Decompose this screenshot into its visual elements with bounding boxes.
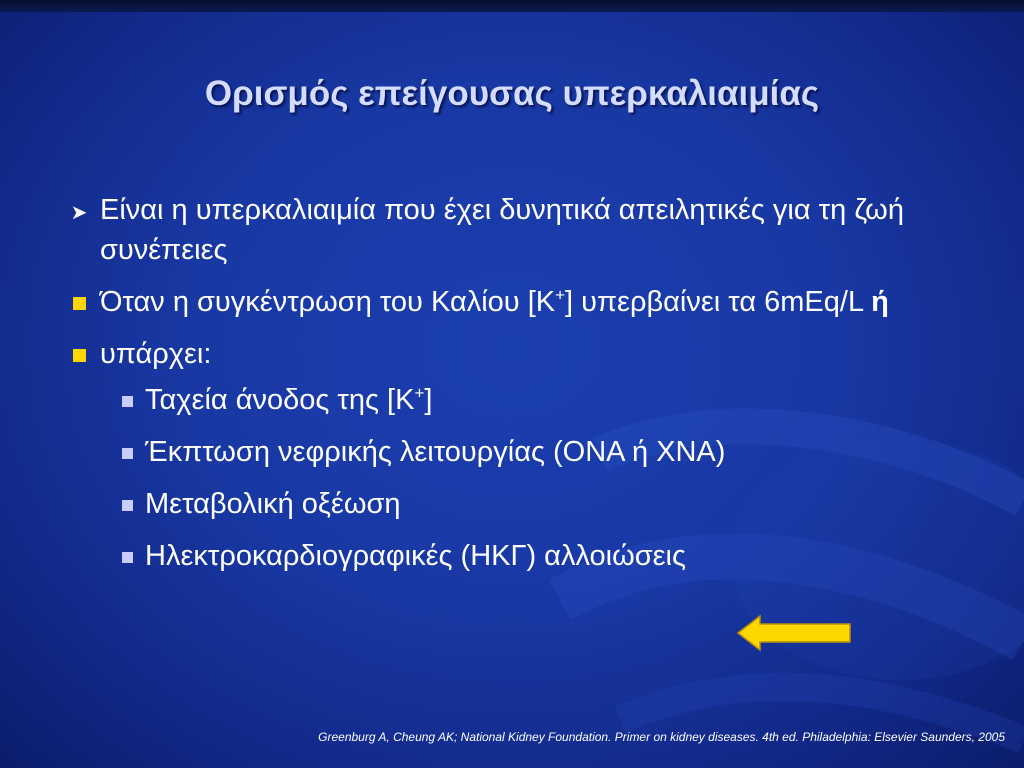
sub-bullet-item-ecg-changes [60,536,990,576]
bullet-text-part: Όταν η συγκέντρωση του Καλίου [K [100,286,556,318]
bullet-text: Είναι η υπερκαλιαιμία που έχει δυνητικά απειλητικές για τη ζωή συνέπειες [100,194,904,266]
superscript-plus: + [414,383,425,403]
bullet-text: Έκπτωση νεφρικής λειτουργίας (ΟΝΑ ή ΧΝΑ) [145,436,726,468]
superscript-plus: + [555,285,566,305]
bullet-text: Μεταβολική οξέωση [145,488,401,520]
sub-bullet-item-rapid-rise [60,380,990,420]
bullet-item-exists [60,334,990,374]
sub-bullet-item-metabolic-acidosis [60,484,990,524]
bullet-text-part: ] υπερβαίνει τα 6mEq/L [565,286,872,318]
citation-footer: Greenburg A, Cheung AK; National Kidney Foundation. Primer on kidney diseases. 4th ed. Philadelphia: Elsevier Saunders, 2005 [318,730,1005,744]
bullet-text-part: ] [424,384,433,416]
bullet-list [60,190,990,576]
square-bullet-icon [116,536,138,576]
square-bullet-icon [64,334,94,374]
arrowhead-bullet-icon: ➤ [70,202,88,224]
square-bullet-icon [116,484,138,524]
sub-bullet-item-renal-failure [60,432,990,472]
bullet-item-definition [60,190,990,270]
bold-or: ή [871,286,889,318]
bullet-text: υπάρχει: [100,338,212,370]
bullet-text: Ηλεκτροκαρδιογραφικές (ΗΚΓ) αλλοιώσεις [145,540,686,572]
slide-title: Ορισμός επείγουσας υπερκαλιαιμίας [204,74,820,113]
bullet-text-part: Ταχεία άνοδος της [K [145,384,415,416]
square-bullet-icon [116,432,138,472]
bullet-item-potassium-threshold [60,282,990,322]
square-bullet-icon [64,282,94,322]
square-bullet-icon [116,380,138,420]
left-arrow-icon [734,613,854,653]
